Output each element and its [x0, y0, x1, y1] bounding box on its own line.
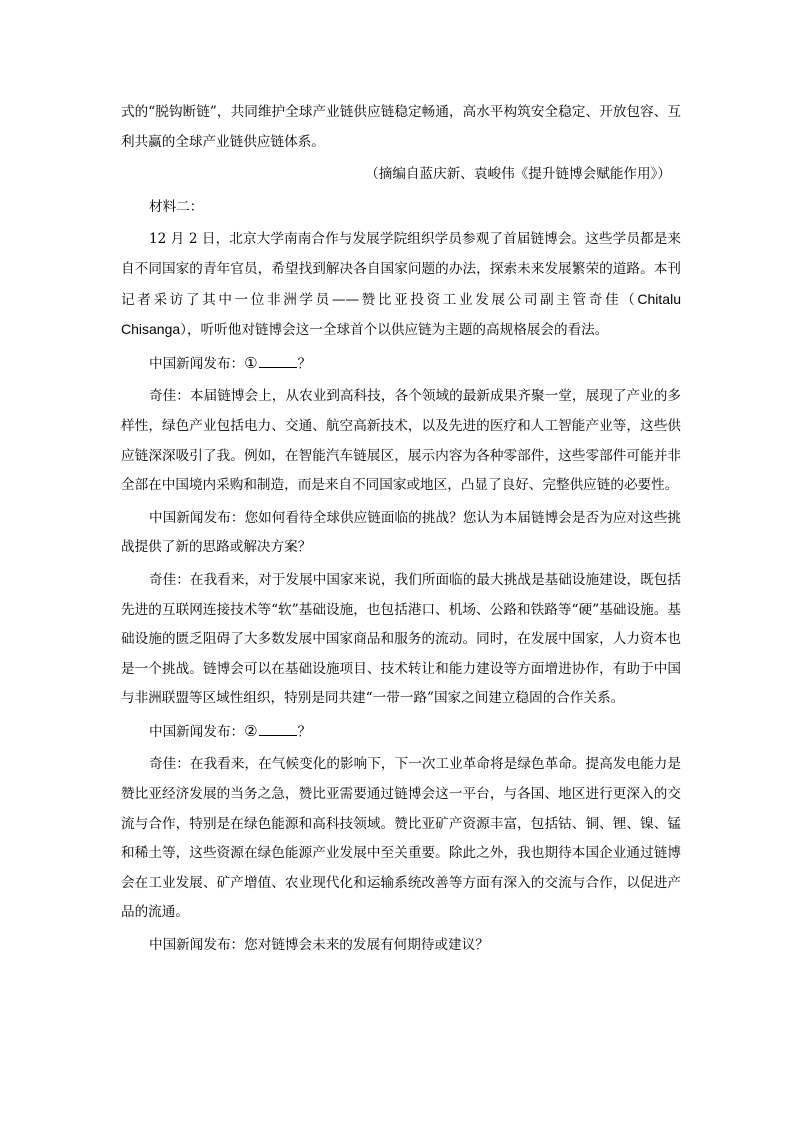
blank-marker-two: ② — [244, 721, 258, 740]
blank-marker-one: ① — [244, 353, 258, 372]
interviewee-latin-name: Chitalu Chisanga — [121, 290, 681, 338]
answer-two: 奇佳：在我看来，对于发展中国家来说，我们所面临的最大挑战是基础设施建设，既包括先进的互联网连接技术等“软”基础设施，也包括港口、机场、公路和铁路等“硬”基础设施。基础设施的匮乏阻碍了大多数发展中国家商品和服务的流动。同时，在发展中国家，人力资本也是一个挑战。链博会可以在基础设施项目、技术转让和能力建设等方面增进协作，有助于中国与非洲联盟等区域性组织，特别是同共建“一带一路”国家之间建立稳固的合作关系。 — [121, 571, 681, 707]
fill-in-blank-one — [259, 353, 297, 368]
source-citation: （摘编自蓝庆新、袁峻伟《提升链博会赋能作用》） — [365, 166, 671, 183]
document-page — [121, 98, 681, 961]
question-one — [121, 349, 681, 380]
question-two: 中国新闻发布：您如何看待全球供应链面临的挑战？您认为本届链博会是否为应对这些挑战提供了新的思路或解决方案？ — [121, 509, 681, 556]
paragraph-intro — [121, 225, 681, 345]
question-three — [121, 717, 681, 748]
fill-in-blank-two — [259, 721, 297, 736]
intro-text-part2: ），听听他对链博会这一全球首个以供应链为主题的高规格展会的看法。 — [180, 322, 609, 339]
question-one-prefix: 中国新闻发布： — [149, 355, 245, 372]
answer-one: 奇佳：本届链博会上，从农业到高科技，各个领域的最新成果齐聚一堂，展现了产业的多样性，绿色产业包括电力、交通、航空高新技术，以及先进的医疗和人工智能产业等，这些供应链深深吸引了我。例如，在智能汽车链展区，展示内容为各种零部件，这些零部件可能并非全部在中国境内采购和制造，而是来自不同国家或地区，凸显了良好、完整供应链的必要性。 — [121, 388, 681, 494]
material-two-heading: 材料二： — [149, 198, 204, 215]
paragraph-continuation: 式的“脱钩断链”，共同维护全球产业链供应链稳定畅通，高水平构筑安全稳定、开放包容、互利共赢的全球产业链供应链体系。 — [121, 104, 681, 150]
question-one-suffix: ？ — [297, 355, 312, 372]
question-three-suffix: ？ — [297, 723, 312, 740]
answer-three: 奇佳：在我看来，在气候变化的影响下，下一次工业革命将是绿色革命。提高发电能力是赞比亚经济发展的当务之急，赞比亚需要通过链博会这一平台，与各国、地区进行更深入的交流与合作，特别是在绿色能源和高科技领域。赞比亚矿产资源丰富，包括钴、铜、锂、镍、锰和稀土等，这些资源在绿色能源产业发展中至关重要。除此之外，我也期待本国企业通过链博会在工业发展、矿产增值、农业现代化和运输系统改善等方面有深入的交流与合作，以促进产品的流通。 — [121, 756, 681, 921]
intro-text-part1: 12 月 2 日，北京大学南南合作与发展学院组织学员参观了首届链博会。这些学员都是来自不同国家的青年官员，希望找到解决各自国家问题的办法，探索未来发展繁荣的道路。本刊记者采访了其中一位非洲学员——赞比亚投资工业发展公司副主管奇佳（ — [121, 231, 681, 308]
question-three-prefix: 中国新闻发布： — [149, 723, 245, 740]
question-four: 中国新闻发布：您对链博会未来的发展有何期待或建议？ — [149, 937, 489, 954]
